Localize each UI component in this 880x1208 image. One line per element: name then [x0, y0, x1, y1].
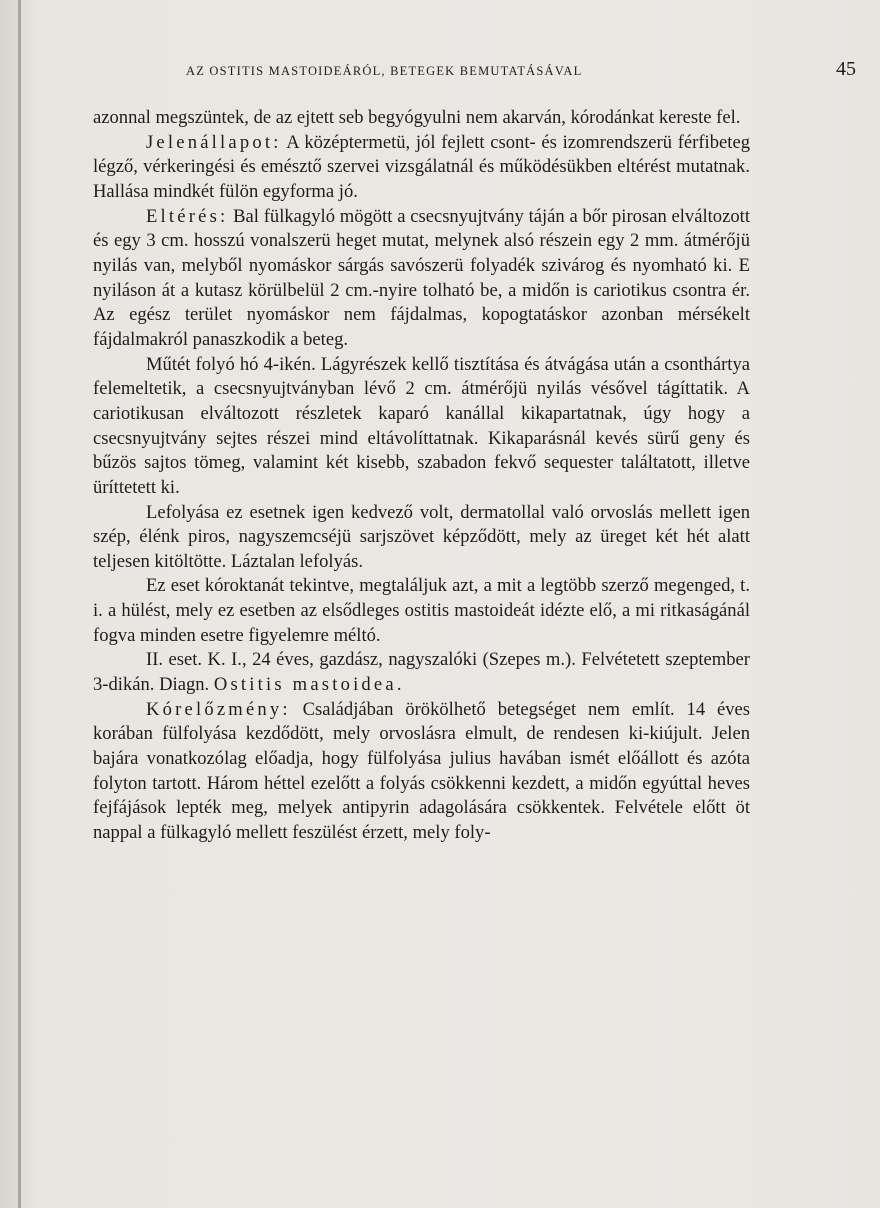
paragraph-4: Műtét folyó hó 4-ikén. Lágyrészek kellő tisztítása és átvágása után a csonthártya felemeltetik, a csecsnyujtványban lévő 2 cm. átmérőjü nyilás vésővel tágíttatik. A cariotikusan elváltozott részletek kaparó kanállal kikapartatnak, úgy hogy a csecsnyujtvány sejtes részei mind eltávolíttatnak. Kikaparásnál kevés sürű geny és bűzös sajtos tömeg, valamint két kisebb, szabadon fekvő sequester találtatott, illetve üríttetett ki. [93, 353, 750, 498]
page-header [100, 58, 856, 81]
paragraph-2 [93, 131, 750, 205]
paragraph-3-text: Bal fülkagyló mögött a csecsnyujtvány táján a bőr pirosan elváltozott és egy 3 cm. hosszú vonalszerü heget mutat, melynek alsó részein egy 2 mm. átmérőjü nyilás van, melyből nyomáskor sárgás savószerü folyadék szivárog és nyomható ki. E nyiláson át a kutasz körülbelül 2 cm.-nyire tolható be, a midőn is cariotikus csontra ér. Az egész terület nyomáskor nem fájdalmas, kopogtatáskor azonban mérsékelt fájdalmakról panaszkodik a beteg. [93, 205, 750, 350]
paragraph-7-text: II. eset. K. I., 24 éves, gazdász, nagyszalóki (Szepes m.). Felvétetett szeptember 3-dikán. Diagn. [93, 649, 750, 696]
paragraph-6: Ez eset kóroktanát tekintve, megtaláljuk azt, a mit a legtöbb szerző megenged, t. i. a hülést, mely ez esetben az elsődleges ostitis mastoideát idézte elő, a mi ritkaságánál fogva minden esetre figyelemre méltó. [93, 575, 750, 646]
diagnosis: Ostitis mastoidea. [213, 674, 405, 696]
binding-edge [18, 0, 21, 1208]
paragraph-8-text: Családjában örökölhető betegséget nem említ. 14 éves korában fülfolyása kezdődött, mely orvoslásra elmult, de rendesen ki-kiújult. Jelen bajára vonatkozólag előadja, hogy fülfolyása julius havában ismét előállott és azóta folyton tartott. Három héttel ezelőtt a folyás csökkenni kezdett, a midőn egyúttal heves fejfájások lepték meg, melyek antipyrin adagolására csökkentek. Felvétele előtt öt nappal a fülkagyló mellett feszülést érzett, mely foly- [93, 698, 750, 844]
running-title: AZ OSTITIS MASTOIDEÁRÓL, BETEGEK BEMUTATÁSÁVAL [186, 64, 583, 78]
page-number: 45 [836, 58, 856, 80]
paragraph-8 [93, 698, 750, 846]
paragraph-2-text: A középtermetü, jól fejlett csont- és izomrendszerü férfibeteg légző, vérkeringési és emésztő szervei vizsgálatnál és működésükben eltérést mutatnak. Hallása mindkét fülön egyforma jó. [93, 131, 750, 202]
section-lead-elteres: Eltérés: [146, 205, 229, 227]
paragraph-5: Lefolyása ez esetnek igen kedvező volt, dermatollal való orvoslás mellett igen szép, élénk piros, nagyszemcséjü sarjszövet képződött, mely az üreget két hét alatt teljesen kitöltötte. Láztalan lefolyás. [93, 501, 750, 572]
paragraph-3 [93, 205, 750, 353]
section-lead-korelozmeny: Kórelőzmény: [146, 698, 291, 720]
paragraph-7 [93, 648, 750, 697]
body-text [93, 106, 750, 846]
paragraph-1: azonnal megszüntek, de az ejtett seb begyógyulni nem akarván, kórodánkat kereste fel. [93, 107, 741, 128]
section-lead-jelenallapot: Jelenállapot: [146, 131, 282, 153]
